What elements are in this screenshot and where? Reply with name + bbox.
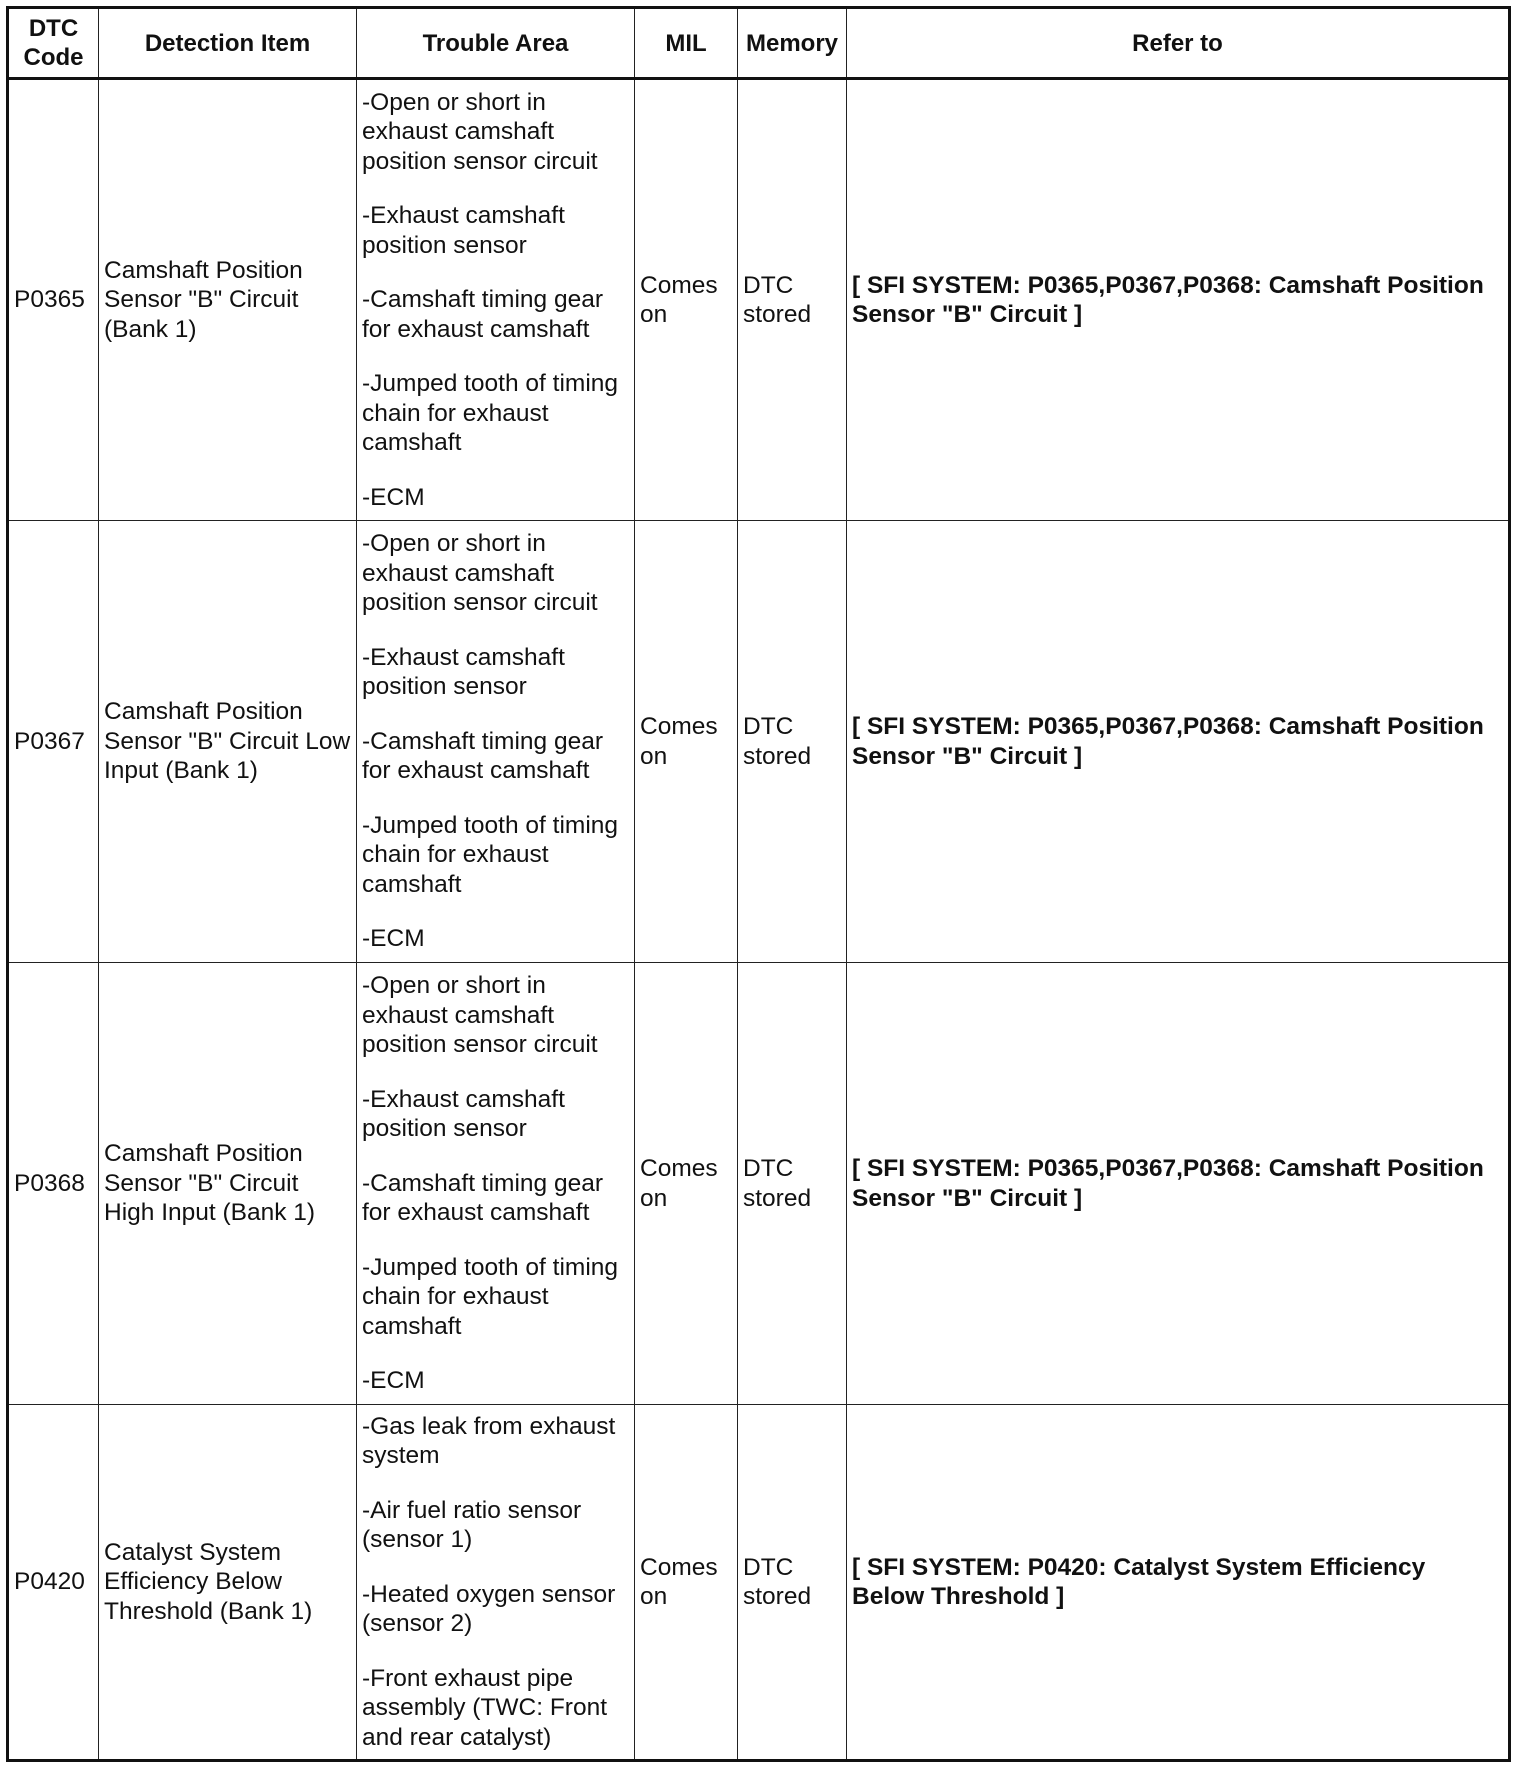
mil-status: Comes on (635, 1405, 738, 1761)
trouble-area-item: -Exhaust camshaft position sensor (362, 643, 565, 701)
detection-item: Camshaft Position Sensor "B" Circuit High Input (Bank 1) (99, 963, 357, 1405)
trouble-area (357, 1405, 635, 1761)
header-dtc-code: DTC Code (8, 8, 99, 79)
header-row (8, 8, 1510, 79)
dtc-table (6, 6, 1511, 1762)
header-detection-item: Detection Item (99, 8, 357, 79)
memory-status: DTC stored (738, 79, 847, 521)
detection-item: Camshaft Position Sensor "B" Circuit Low Input (Bank 1) (99, 521, 357, 963)
trouble-area-item: -Open or short in exhaust camshaft position sensor circuit (362, 530, 598, 617)
memory-status: DTC stored (738, 963, 847, 1405)
detection-item: Camshaft Position Sensor "B" Circuit (Bank 1) (99, 79, 357, 521)
dtc-code: P0420 (8, 1405, 99, 1761)
mil-status: Comes on (635, 79, 738, 521)
mil-status: Comes on (635, 521, 738, 963)
trouble-area-item: -Air fuel ratio sensor (sensor 1) (362, 1496, 582, 1554)
trouble-area-item: -Front exhaust pipe assembly (TWC: Front and rear catalyst) (362, 1664, 608, 1751)
header-mil: MIL (635, 8, 738, 79)
table-row (8, 521, 1510, 963)
trouble-area (357, 963, 635, 1405)
trouble-area-item: -Camshaft timing gear for exhaust camshaft (362, 286, 604, 343)
trouble-area-item: -Heated oxygen sensor (sensor 2) (362, 1580, 616, 1638)
mil-status: Comes on (635, 963, 738, 1405)
trouble-area-item: -ECM (362, 483, 425, 511)
header-refer-to: Refer to (847, 8, 1510, 79)
refer-to-link[interactable]: [ SFI SYSTEM: P0365,P0367,P0368: Camshaft Position Sensor "B" Circuit ] (847, 79, 1510, 521)
trouble-area-item: -Jumped tooth of timing chain for exhaust camshaft (362, 811, 619, 898)
trouble-area-item: -Open or short in exhaust camshaft position sensor circuit (362, 88, 598, 175)
memory-status: DTC stored (738, 521, 847, 963)
header-memory: Memory (738, 8, 847, 79)
table-row (8, 79, 1510, 521)
trouble-area-item: -Camshaft timing gear for exhaust camshaft (362, 727, 604, 785)
refer-to-link[interactable]: [ SFI SYSTEM: P0365,P0367,P0368: Camshaft Position Sensor "B" Circuit ] (847, 963, 1510, 1405)
dtc-code: P0365 (8, 79, 99, 521)
detection-item: Catalyst System Efficiency Below Threshold (Bank 1) (99, 1405, 357, 1761)
trouble-area-item: -Jumped tooth of timing chain for exhaust camshaft (362, 1253, 619, 1340)
trouble-area-item: -Camshaft timing gear for exhaust camshaft (362, 1169, 604, 1227)
table-row (8, 1405, 1510, 1761)
trouble-area-item: -Open or short in exhaust camshaft position sensor circuit (362, 972, 598, 1059)
refer-to-link[interactable]: [ SFI SYSTEM: P0365,P0367,P0368: Camshaft Position Sensor "B" Circuit ] (847, 521, 1510, 963)
trouble-area-item: -ECM (362, 925, 425, 953)
header-trouble-area: Trouble Area (357, 8, 635, 79)
dtc-code: P0367 (8, 521, 99, 963)
dtc-code: P0368 (8, 963, 99, 1405)
table-row (8, 963, 1510, 1405)
refer-to-link[interactable]: [ SFI SYSTEM: P0420: Catalyst System Efficiency Below Threshold ] (847, 1405, 1510, 1761)
trouble-area-item: -Gas leak from exhaust system (362, 1412, 616, 1470)
trouble-area (357, 521, 635, 963)
trouble-area-item: -Exhaust camshaft position sensor (362, 202, 565, 259)
trouble-area (357, 79, 635, 521)
trouble-area-item: -Exhaust camshaft position sensor (362, 1085, 565, 1143)
memory-status: DTC stored (738, 1405, 847, 1761)
trouble-area-item: -ECM (362, 1367, 425, 1395)
trouble-area-item: -Jumped tooth of timing chain for exhaust camshaft (362, 370, 619, 457)
